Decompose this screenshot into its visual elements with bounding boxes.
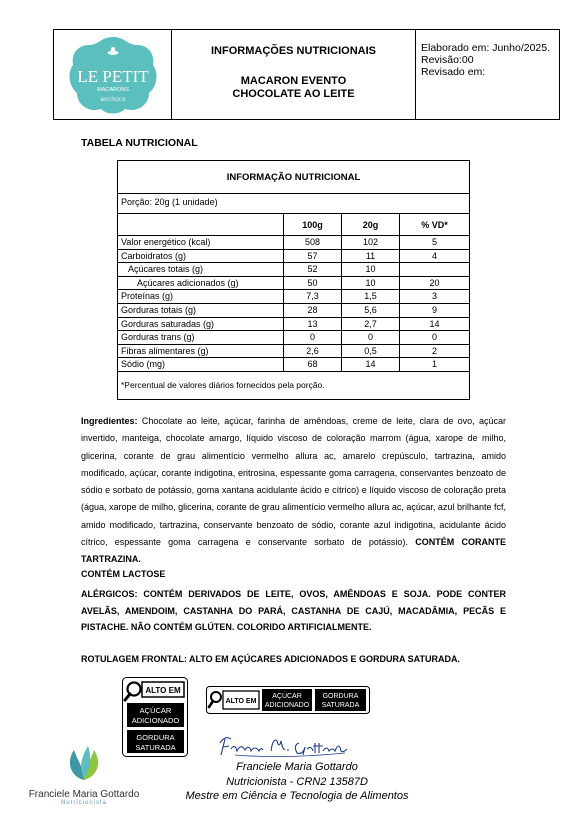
table-footnote: *Percentual de valores diários fornecidos pela porção. (121, 379, 325, 390)
front-label-statement: ROTULAGEM FRONTAL: ALTO EM AÇÚCARES ADICIONADOS E GORDURA SATURADA. (81, 654, 460, 664)
allergens-warning: ALÉRGICOS: CONTÉM DERIVADOS DE LEITE, OVOS, AMÊNDOAS E SOJA. PODE CONTER AVELÃS, AMENDOIM, CASTANHA DO PARÁ, CASTANHA DE CAJÚ, MACADÂMIA, PECÃS E PISTACHE. NÃO CONTÉM GLÚTEN. COLORIDO ARTIFICIALMENTE. (81, 589, 506, 632)
table-row (118, 304, 469, 318)
nutrient-label: Açúcares totais (g) (118, 263, 284, 276)
value-20g: 10 (342, 263, 400, 276)
table-title: INFORMAÇÃO NUTRICIONAL (118, 161, 469, 194)
value-vd (400, 263, 469, 276)
alto-em-text: ALTO EM (225, 698, 257, 705)
value-20g: 14 (342, 358, 400, 371)
value-20g: 1,5 (342, 290, 400, 303)
value-100g: 7,3 (284, 290, 342, 303)
value-100g: 13 (284, 318, 342, 331)
ingredients-text: Chocolate ao leite, açúcar, farinha de amêndoas, creme de leite, clara de ovo, açúcar invertido, manteiga, chocolate amargo, líquido viscoso de coloração marrom (água, xarope de milho, glicerina, corante de grau alimentício vermelho allura ac, amarelo crepúsculo, tartrazina, amido modificado, açúcar, corante indigotina, eritrosina, espessante goma carragena, conservantes benzoato de sódio e sorbato de potássio, goma xantana acidulante ácido e cítrico) e líquido viscoso de coloração preta (água, xarope de milho, glicerina, corante de grau alimentício vermelho allura ac, açúcar, azul brilhante fcf, amido modificado, tartrazina, conservante benzoato de sódio, corante azul indigotina, acidulante ácido cítrico, espessante goma carragena e conservante sorbato de potássio). (81, 416, 506, 548)
acucar-label-2: ADICIONADO (131, 716, 180, 725)
value-100g: 50 (284, 277, 342, 290)
signatory-role: Nutricionista - CRN2 13587D (226, 775, 368, 788)
revision-number: Revisão:00 (421, 54, 474, 66)
table-row (118, 263, 469, 277)
table-row (118, 358, 469, 372)
signature-block (172, 760, 422, 804)
header-cell-100g: 100g (284, 214, 342, 235)
value-vd: 1 (431, 359, 437, 370)
value-vd: 0 (431, 332, 437, 343)
document-header (53, 29, 560, 120)
gordura-label-2: SATURADA (321, 702, 360, 709)
logo-subtext-2: BOUTIQUE (100, 97, 125, 103)
tartrazina-warning: CONTÉM CORANTE TARTRAZINA. (81, 537, 506, 565)
value-20g: 0,5 (342, 345, 400, 358)
value-100g: 28 (284, 304, 342, 317)
value-100g: 68 (284, 358, 342, 371)
revised-date: Revisado em: (421, 66, 486, 78)
ingredients-paragraph (81, 413, 506, 569)
acucar-label-2: ADICIONADO (264, 702, 310, 709)
signatory-name: Franciele Maria Gottardo (236, 761, 358, 773)
value-100g: 52 (284, 263, 342, 276)
header-title-cell (172, 30, 416, 119)
table-row (118, 250, 469, 264)
nutrient-label: Gorduras saturadas (g) (118, 318, 284, 331)
handwritten-signature (215, 731, 355, 761)
nutrient-label: Gorduras totais (g) (118, 304, 284, 317)
alto-em-text: ALTO EM (145, 686, 181, 695)
value-20g: 10 (342, 277, 400, 290)
elaborado-date: Elaborado em: Junho/2025. (421, 42, 551, 54)
value-20g: 5,6 (342, 304, 400, 317)
value-20g: 2,7 (342, 318, 400, 331)
header-meta-cell (416, 30, 559, 119)
table-row (118, 318, 469, 332)
value-100g: 0 (284, 331, 342, 344)
nutritionist-brand (19, 742, 149, 806)
acucar-label-1: AÇÚCAR (272, 693, 302, 700)
value-20g: 0 (342, 331, 400, 344)
value-vd: 4 (431, 250, 437, 261)
table-header-row (118, 214, 469, 236)
value-20g: 102 (342, 236, 400, 249)
nutrient-label: Proteínas (g) (118, 290, 284, 303)
nutrition-table (117, 160, 470, 400)
nutrient-label: Valor energético (kcal) (118, 236, 284, 249)
leaf-logo-icon (64, 742, 104, 782)
value-20g: 11 (342, 250, 400, 263)
acucar-label-1: AÇÚCAR (139, 706, 172, 715)
value-100g: 2,6 (284, 345, 342, 358)
product-name-line2: CHOCOLATE AO LEITE (232, 88, 355, 100)
value-vd: 20 (429, 277, 440, 288)
value-vd: 2 (431, 345, 437, 356)
logo-subtext: MACARONS (96, 86, 129, 93)
gordura-label-2: SATURADA (135, 743, 176, 752)
document-title: INFORMAÇÕES NUTRICIONAIS (211, 45, 376, 57)
ingredients-label: Ingredientes: (81, 416, 138, 426)
gordura-label-1: GORDURA (136, 733, 175, 742)
portion-size: Porção: 20g (1 unidade) (118, 194, 469, 214)
nutrient-label: Sódio (mg) (118, 358, 284, 371)
header-cell-nutrient (118, 214, 284, 235)
nutrient-label: Carboidratos (g) (118, 250, 284, 263)
value-100g: 508 (284, 236, 342, 249)
nutrient-label: Gorduras trans (g) (118, 331, 284, 344)
signatory-degree: Mestre em Ciência e Tecnologia de Alimentos (185, 790, 409, 802)
front-label-horizontal (206, 686, 370, 714)
value-100g: 57 (284, 250, 342, 263)
table-row (118, 345, 469, 359)
value-vd: 14 (429, 318, 440, 329)
value-vd: 3 (431, 291, 437, 302)
header-cell-20g: 20g (342, 214, 400, 235)
nutrient-label: Fibras alimentares (g) (118, 345, 284, 358)
gordura-label-1: GORDURA (322, 693, 359, 700)
section-title: TABELA NUTRICIONAL (81, 137, 198, 149)
table-row (118, 331, 469, 345)
logo-text: LE PETIT (76, 66, 149, 86)
brand-name: Franciele Maria Gottardo (28, 789, 140, 800)
contem-lactose: CONTÉM LACTOSE (81, 569, 166, 579)
table-row (118, 236, 469, 250)
product-name-line1: MACARON EVENTO (240, 75, 347, 87)
header-cell-vd: % VD* (421, 219, 448, 230)
brand-subtitle: Nutricionista (60, 800, 107, 806)
table-row (118, 290, 469, 304)
value-vd: 5 (431, 237, 437, 247)
le-petit-logo (67, 35, 159, 115)
table-row (118, 277, 469, 291)
logo-cell (54, 30, 172, 119)
nutrient-label: Açúcares adicionados (g) (118, 277, 284, 290)
value-vd: 9 (431, 304, 437, 315)
